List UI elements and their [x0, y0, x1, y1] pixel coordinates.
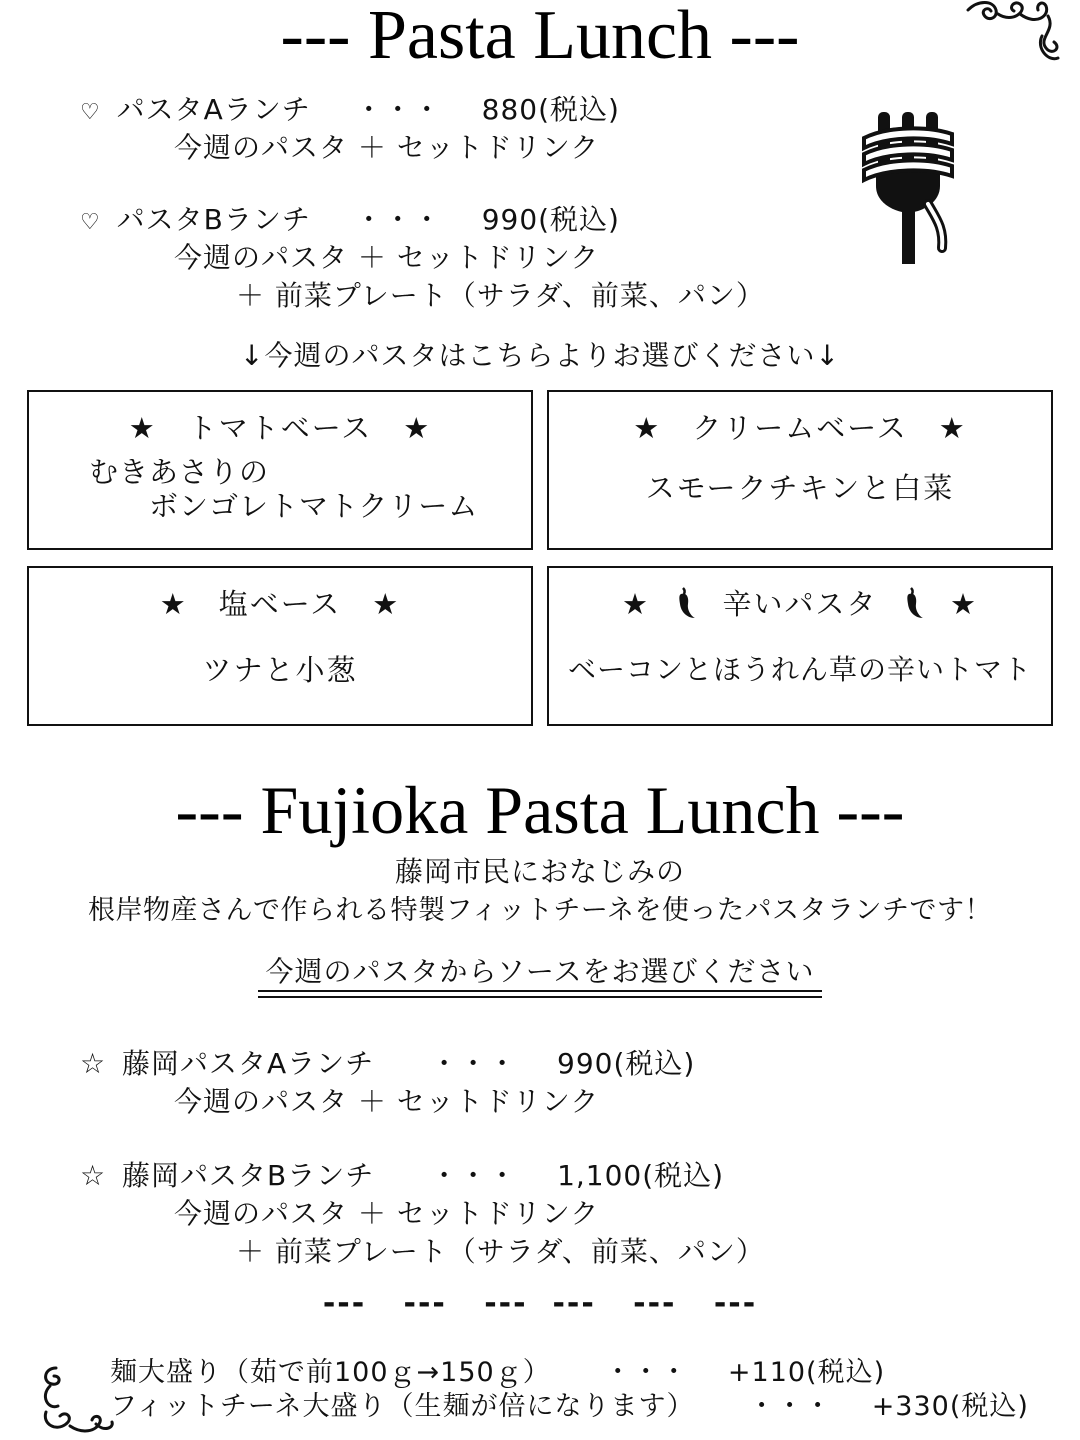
option-fettuccine-label: フィットチーネ大盛り（生麺が倍になります）: [110, 1391, 695, 1422]
pasta-b-detail-2: ＋ 前菜プレート（サラダ、前菜、パン）: [236, 279, 765, 312]
double-underline-top: [258, 990, 822, 992]
pasta-a-detail: 今週のパスタ ＋ セットドリンク: [174, 131, 600, 164]
salt-base-line-1: ツナと小葱: [202, 653, 358, 687]
star-icon: ★: [622, 587, 651, 621]
pasta-b-detail-1: 今週のパスタ ＋ セットドリンク: [174, 241, 600, 274]
spicy-pasta-line-1: ベーコンとほうれん草の辛いトマト: [567, 653, 1032, 686]
double-underline-bottom: [258, 996, 822, 998]
fujioka-a-name: 藤岡パスタAランチ: [122, 1047, 375, 1080]
fujioka-a-detail: 今週のパスタ ＋ セットドリンク: [174, 1085, 600, 1118]
option-noodle-dots: ・・・: [604, 1357, 689, 1388]
pasta-a-name: パスタAランチ: [116, 93, 311, 126]
tomato-base-box: [27, 390, 533, 550]
cream-base-box: [547, 390, 1053, 550]
choose-pasta-note: ↓今週のパスタはこちらよりお選びください↓: [240, 339, 840, 372]
option-fettuccine-price: +330(税込): [871, 1391, 1029, 1422]
option-row-fettuccine-large: [110, 1384, 1029, 1423]
tomato-base-line-1: むきあさりの: [89, 455, 270, 489]
fujioka-intro-2: 根岸物産さんで作られる特製フィットチーネを使ったパスタランチです！: [88, 895, 992, 926]
heart-bullet-icon: ♡: [80, 210, 101, 235]
pasta-b-price: 990(税込): [481, 203, 620, 236]
pasta-b-dots: ・・・: [354, 203, 442, 236]
fujioka-a-price: 990(税込): [557, 1047, 696, 1080]
fujioka-a-dots: ・・・: [430, 1047, 518, 1080]
fujioka-b-dots: ・・・: [430, 1159, 518, 1192]
spicy-pasta-box: [547, 566, 1053, 726]
fujioka-b-price: 1,100(税込): [557, 1159, 725, 1192]
spicy-pasta-label: 辛いパスタ: [722, 587, 878, 621]
pasta-a-row: [80, 88, 620, 128]
star-outline-bullet-icon: ☆: [80, 1047, 107, 1080]
pasta-a-price: 880(税込): [481, 93, 620, 126]
tomato-base-heading: ★ トマトベース ★: [128, 411, 432, 445]
option-noodle-label: 麺大盛り（茹で前100ｇ→150ｇ）: [110, 1357, 551, 1388]
option-fettuccine-dots: ・・・: [748, 1391, 833, 1422]
fujioka-a-row: [80, 1042, 695, 1082]
chili-pepper-icon: [675, 586, 697, 620]
fujioka-b-name: 藤岡パスタBランチ: [122, 1159, 375, 1192]
heart-bullet-icon: ♡: [80, 100, 101, 125]
pasta-b-name: パスタBランチ: [116, 203, 311, 236]
flourish-bottom-left-icon: [36, 1362, 116, 1436]
fujioka-b-detail-1: 今週のパスタ ＋ セットドリンク: [174, 1197, 600, 1230]
star-icon: ★: [949, 587, 978, 621]
pasta-b-row: [80, 198, 620, 238]
spicy-pasta-heading: [549, 582, 1051, 623]
fork-with-pasta-icon: [858, 108, 958, 268]
cream-base-heading: ★ クリームベース ★: [633, 411, 967, 445]
chili-pepper-icon: [903, 586, 925, 620]
tomato-base-line-2: ボンゴレトマトクリーム: [149, 489, 479, 523]
star-outline-bullet-icon: ☆: [80, 1159, 107, 1192]
cream-base-line-1: スモークチキンと白菜: [645, 471, 955, 505]
fujioka-intro-1: 藤岡市民におなじみの: [394, 855, 685, 888]
pasta-lunch-title: --- Pasta Lunch ---: [280, 0, 800, 74]
dash-separator: --- --- --- --- --- ---: [322, 1286, 758, 1321]
fujioka-b-detail-2: ＋ 前菜プレート（サラダ、前菜、パン）: [236, 1235, 765, 1268]
salt-base-heading: ★ 塩ベース ★: [159, 587, 401, 621]
option-noodle-price: +110(税込): [727, 1357, 886, 1388]
fujioka-b-row: [80, 1154, 724, 1194]
pasta-a-dots: ・・・: [354, 93, 442, 126]
salt-base-box: [27, 566, 533, 726]
fujioka-choose-heading: 今週のパスタからソースをお選びください: [265, 955, 815, 988]
fujioka-pasta-lunch-title: --- Fujioka Pasta Lunch ---: [175, 772, 905, 848]
